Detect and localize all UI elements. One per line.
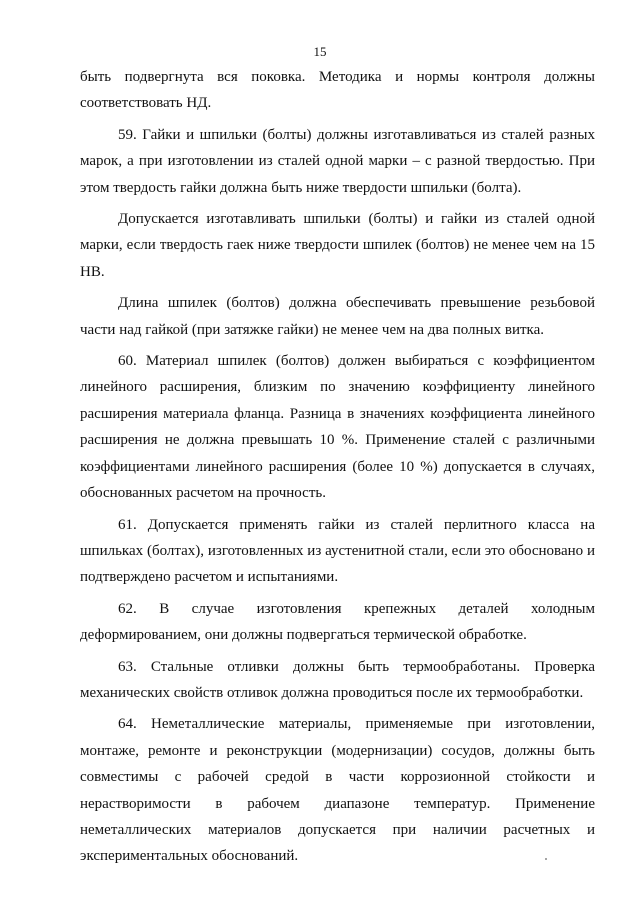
paragraph-64-nonmetallic: 64. Неметаллические материалы, применяемые при изготовлении, монтаже, ремонте и реконструкции (модернизации) сосудов, должны быть совместимы с рабочей средой в части коррозионной стойкости и нерастворимости в рабочем диапазоне температур. Применение неметаллических материалов допускается при наличии расчетных и экспериментальных обоснований. xyxy=(80,716,595,865)
document-body xyxy=(80,64,595,870)
paragraph-same-grade-hardness: Допускается изготавливать шпильки (болты) и гайки из сталей одной марки, если твердость гаек ниже твердости шпилек (болтов) не менее чем на 15 НВ. xyxy=(80,211,595,280)
paragraph-63-castings: 63. Стальные отливки должны быть термообработаны. Проверка механических свойств отливок должна проводиться после их термообработки. xyxy=(80,658,595,701)
paragraph-forging-control: быть подвергнута вся поковка. Методика и нормы контроля должны соответствовать НД. xyxy=(80,69,595,112)
paragraph-59-nuts-studs: 59. Гайки и шпильки (болты) должны изготавливаться из сталей разных марок, а при изготовлении из сталей одной марки – с разной твердостью. При этом твердость гайки должна быть ниже твердости шпильки (болта). xyxy=(80,126,595,196)
page-number: 15 xyxy=(313,44,327,59)
scan-speck xyxy=(545,858,547,860)
paragraph-60-thermal-expansion: 60. Материал шпилек (болтов) должен выбираться с коэффициентом линейного расширения, близким по значению коэффициенту линейного расширения материала фланца. Разница в значениях коэффициента линейного расширения не должна превышать 10 %. Применение сталей с различными коэффициентами линейного расширения (более 10 %) допускается в случаях, обоснованных расчетом на прочность. xyxy=(80,353,595,502)
paragraph-62-cold-forming: 62. В случае изготовления крепежных деталей холодным деформированием, они должны подвергаться термической обработке. xyxy=(80,600,595,644)
paragraph-stud-length: Длина шпилек (болтов) должна обеспечивать превышение резьбовой части над гайкой (при затяжке гайки) не менее чем на два полных витка. xyxy=(80,295,595,338)
paragraph-61-pearlitic-nuts: 61. Допускается применять гайки из сталей перлитного класса на шпильках (болтах), изготовленных из аустенитной стали, если это обосновано и подтверждено расчетом и испытаниями. xyxy=(80,516,595,586)
